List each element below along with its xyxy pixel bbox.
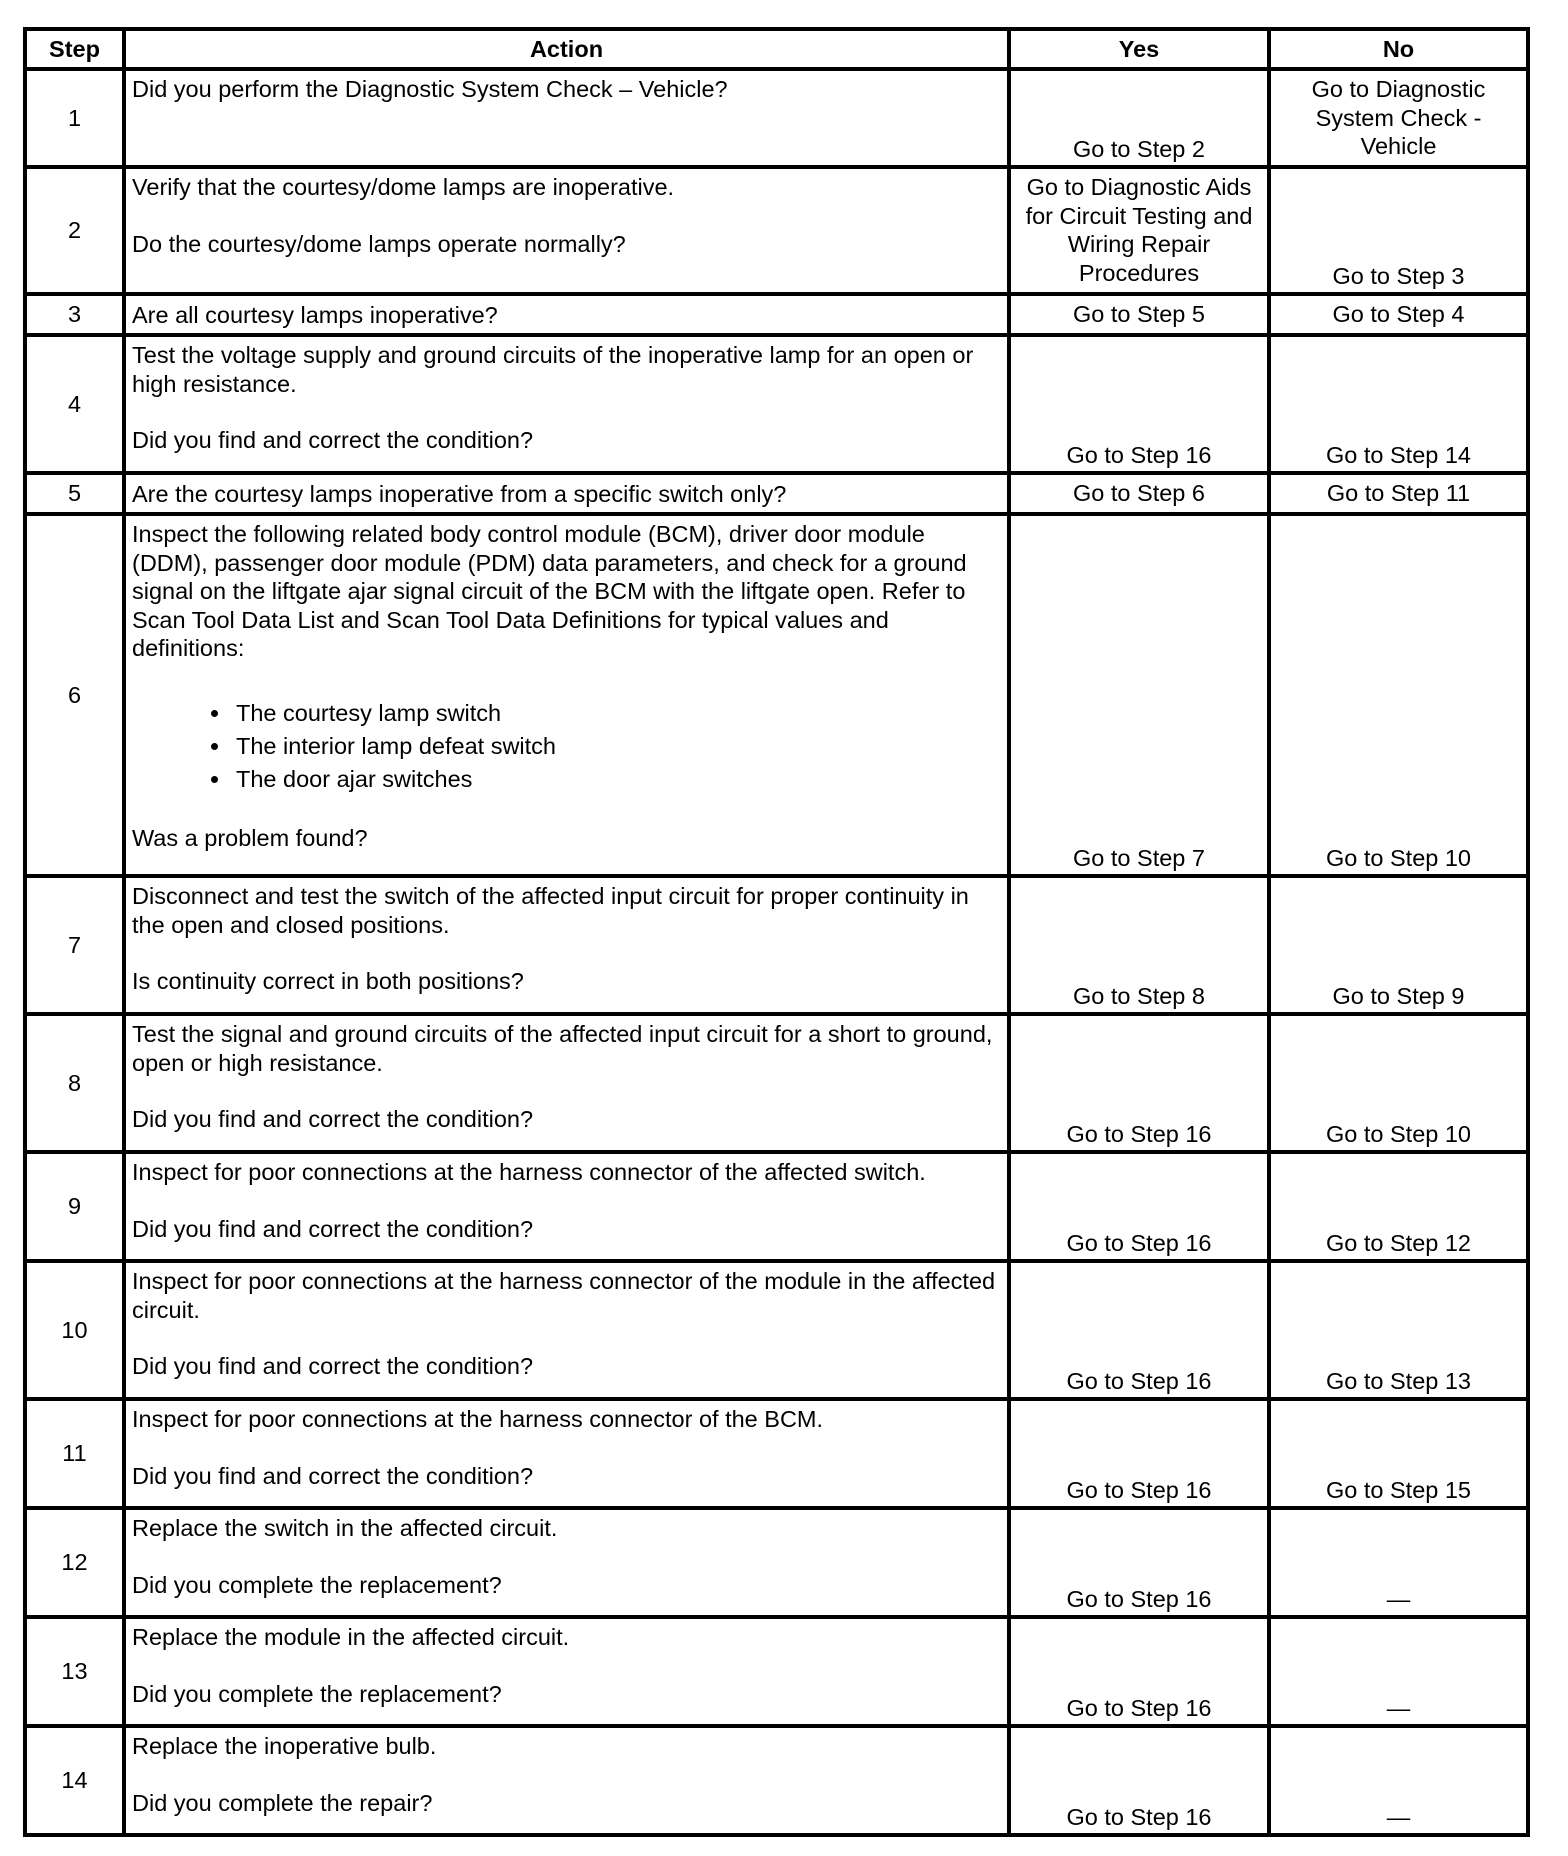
table-row xyxy=(25,335,1528,473)
action-cell xyxy=(124,294,1009,335)
no-cell: Go to Step 10 xyxy=(1269,514,1528,876)
action-cell xyxy=(124,1014,1009,1152)
list-item: • The courtesy lamp switch xyxy=(232,697,1001,730)
action-question: Do the courtesy/dome lamps operate normally? xyxy=(132,230,626,257)
action-text: Replace the switch in the affected circuit. xyxy=(132,1515,558,1541)
header-yes: Yes xyxy=(1009,29,1269,69)
action-cell xyxy=(124,1508,1009,1617)
list-item: • The interior lamp defeat switch xyxy=(232,730,1001,763)
step-number: 2 xyxy=(25,167,124,294)
step-number: 3 xyxy=(25,294,124,335)
action-cell xyxy=(124,876,1009,1014)
action-question: Are all courtesy lamps inoperative? xyxy=(132,302,498,329)
yes-cell: Go to Step 6 xyxy=(1009,473,1269,514)
action-text: Verify that the courtesy/dome lamps are inoperative. xyxy=(132,174,675,200)
action-text: Inspect for poor connections at the harness connector of the affected switch. xyxy=(132,1159,926,1185)
yes-cell: Go to Step 16 xyxy=(1009,1508,1269,1617)
table-row xyxy=(25,294,1528,335)
yes-cell: Go to Diagnostic Aids for Circuit Testing and Wiring Repair Procedures xyxy=(1009,167,1269,294)
no-cell: Go to Step 3 xyxy=(1269,167,1528,294)
header-no: No xyxy=(1269,29,1528,69)
action-text: Test the voltage supply and ground circuits of the inoperative lamp for an open or high resistance. xyxy=(132,342,974,397)
action-question: Did you complete the replacement? xyxy=(132,1680,502,1707)
action-question: Did you complete the repair? xyxy=(132,1789,433,1816)
action-question: Are the courtesy lamps inoperative from a specific switch only? xyxy=(132,481,787,508)
action-question: Is continuity correct in both positions? xyxy=(132,968,524,994)
no-cell: — xyxy=(1269,1508,1528,1617)
action-cell xyxy=(124,1617,1009,1726)
table-row xyxy=(25,876,1528,1014)
yes-cell: Go to Step 8 xyxy=(1009,876,1269,1014)
no-cell: Go to Step 12 xyxy=(1269,1152,1528,1261)
step-number: 7 xyxy=(25,876,124,1014)
diagnostic-table xyxy=(23,27,1530,1837)
action-cell xyxy=(124,167,1009,294)
action-cell xyxy=(124,473,1009,514)
action-cell xyxy=(124,1152,1009,1261)
step-number: 8 xyxy=(25,1014,124,1152)
action-text: Replace the module in the affected circuit. xyxy=(132,1624,570,1650)
no-cell: Go to Step 9 xyxy=(1269,876,1528,1014)
header-row xyxy=(25,29,1528,69)
no-cell: — xyxy=(1269,1617,1528,1726)
yes-cell: Go to Step 16 xyxy=(1009,1726,1269,1835)
bullet-list xyxy=(132,697,1001,796)
yes-cell: Go to Step 16 xyxy=(1009,335,1269,473)
table-row xyxy=(25,167,1528,294)
no-cell: Go to Step 15 xyxy=(1269,1399,1528,1508)
step-number: 1 xyxy=(25,69,124,167)
table-row xyxy=(25,69,1528,167)
table-row xyxy=(25,1399,1528,1508)
table-row xyxy=(25,1261,1528,1399)
action-question: Did you find and correct the condition? xyxy=(132,1462,534,1489)
yes-cell: Go to Step 2 xyxy=(1009,69,1269,167)
no-cell: — xyxy=(1269,1726,1528,1835)
step-number: 6 xyxy=(25,514,124,876)
action-cell xyxy=(124,69,1009,167)
action-text: Replace the inoperative bulb. xyxy=(132,1733,437,1759)
table-row xyxy=(25,514,1528,876)
table-row xyxy=(25,1014,1528,1152)
table-row xyxy=(25,1152,1528,1261)
yes-cell: Go to Step 16 xyxy=(1009,1152,1269,1261)
list-item: • The door ajar switches xyxy=(232,763,1001,796)
action-cell xyxy=(124,335,1009,473)
action-text: Test the signal and ground circuits of the affected input circuit for a short to ground, open or high resistance. xyxy=(132,1021,993,1076)
action-text: Inspect for poor connections at the harness connector of the module in the affected circuit. xyxy=(132,1268,996,1323)
table-row xyxy=(25,1726,1528,1835)
action-question: Was a problem found? xyxy=(132,824,368,851)
header-step: Step xyxy=(25,29,124,69)
no-cell: Go to Step 4 xyxy=(1269,294,1528,335)
step-number: 14 xyxy=(25,1726,124,1835)
step-number: 10 xyxy=(25,1261,124,1399)
yes-cell: Go to Step 16 xyxy=(1009,1399,1269,1508)
action-question: Did you find and correct the condition? xyxy=(132,1353,534,1379)
no-cell: Go to Step 10 xyxy=(1269,1014,1528,1152)
step-number: 13 xyxy=(25,1617,124,1726)
yes-cell: Go to Step 16 xyxy=(1009,1014,1269,1152)
step-number: 11 xyxy=(25,1399,124,1508)
step-number: 4 xyxy=(25,335,124,473)
yes-cell: Go to Step 16 xyxy=(1009,1261,1269,1399)
action-cell xyxy=(124,1399,1009,1508)
action-text: Inspect the following related body control module (BCM), driver door module (DDM), passenger door module (PDM) data parameters, and check for a ground signal on the liftgate ajar signal circuit of the BCM with the liftgate open. Refer to Scan Tool Data List and Scan Tool Data Definitions for typical values and definitions: xyxy=(132,521,967,661)
no-cell: Go to Diagnostic System Check - Vehicle xyxy=(1269,69,1528,167)
action-text: Inspect for poor connections at the harness connector of the BCM. xyxy=(132,1406,824,1432)
action-cell xyxy=(124,1726,1009,1835)
action-question: Did you complete the replacement? xyxy=(132,1571,502,1598)
action-question: Did you find and correct the condition? xyxy=(132,1106,534,1132)
table-row xyxy=(25,1508,1528,1617)
step-number: 5 xyxy=(25,473,124,514)
header-action: Action xyxy=(124,29,1009,69)
no-cell: Go to Step 13 xyxy=(1269,1261,1528,1399)
table-row xyxy=(25,473,1528,514)
action-cell xyxy=(124,514,1009,876)
yes-cell: Go to Step 16 xyxy=(1009,1617,1269,1726)
action-text: Disconnect and test the switch of the affected input circuit for proper continuity in the open and closed positions. xyxy=(132,883,969,938)
action-question: Did you find and correct the condition? xyxy=(132,1215,534,1242)
step-number: 9 xyxy=(25,1152,124,1261)
no-cell: Go to Step 11 xyxy=(1269,473,1528,514)
action-question: Did you find and correct the condition? xyxy=(132,427,534,453)
yes-cell: Go to Step 5 xyxy=(1009,294,1269,335)
step-number: 12 xyxy=(25,1508,124,1617)
yes-cell: Go to Step 7 xyxy=(1009,514,1269,876)
no-cell: Go to Step 14 xyxy=(1269,335,1528,473)
table-row xyxy=(25,1617,1528,1726)
action-cell xyxy=(124,1261,1009,1399)
action-text: Did you perform the Diagnostic System Check – Vehicle? xyxy=(132,76,728,102)
